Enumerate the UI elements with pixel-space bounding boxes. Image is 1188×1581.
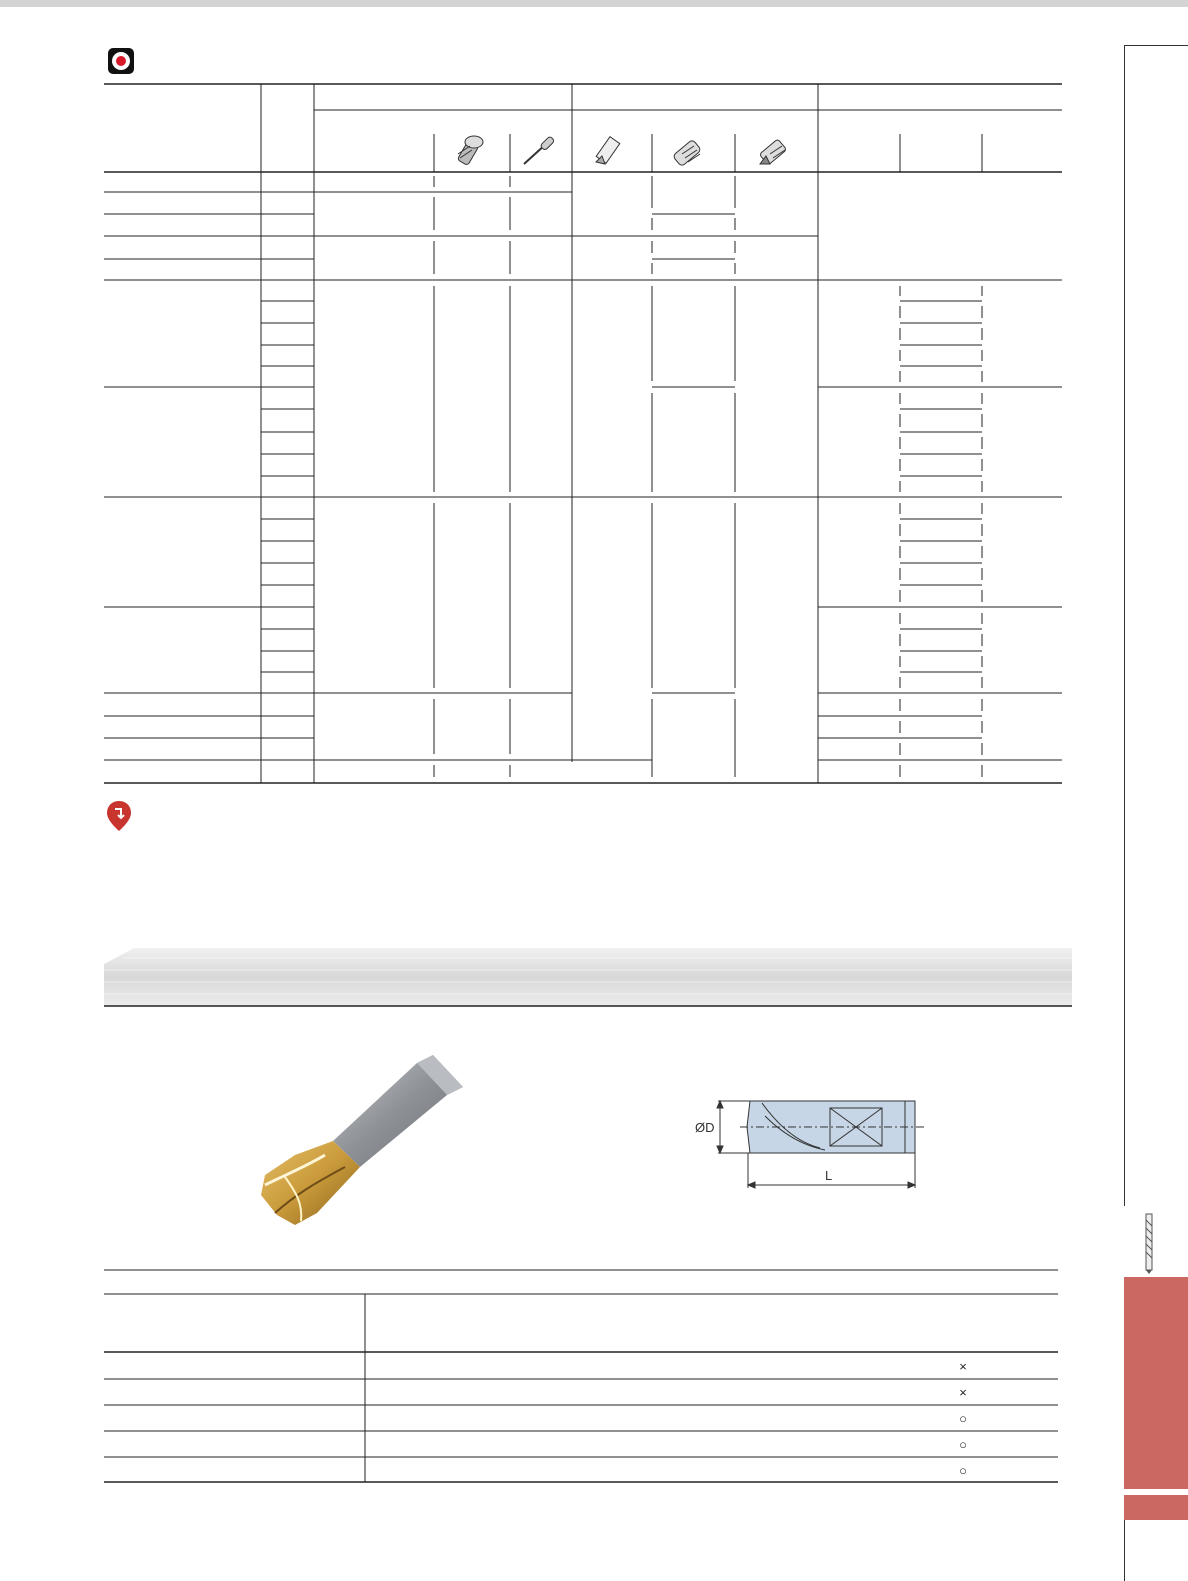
section-banner: [104, 948, 1072, 1006]
note-pin-icon: [106, 800, 132, 832]
compatibility-table: [0, 1260, 1188, 1500]
length-label: L: [825, 1168, 833, 1183]
set-screw-icon: [759, 139, 786, 165]
threaded-insert-icon: [673, 139, 702, 166]
side-tab-strip: [1124, 1495, 1188, 1520]
screw-icon: [457, 136, 483, 166]
compat-mark: ○: [959, 1437, 967, 1452]
side-tab-active[interactable]: [1124, 1277, 1188, 1489]
drill-bit-photo: [255, 1055, 477, 1235]
side-tab-panel: [1124, 45, 1188, 1206]
drill-thumbnail-icon: [1142, 1212, 1156, 1274]
screwdriver-icon: [524, 136, 555, 164]
compat-mark: ×: [959, 1359, 967, 1374]
drill-tip-icon: [596, 137, 620, 164]
compat-mark: ○: [959, 1411, 967, 1426]
compat-mark: ○: [959, 1463, 967, 1478]
banner-underline: [104, 1005, 1072, 1007]
side-tab-lower: [1124, 1520, 1188, 1581]
dimension-drawing: [690, 1098, 945, 1208]
diameter-label: ØD: [695, 1120, 715, 1135]
compat-mark: ×: [959, 1385, 967, 1400]
